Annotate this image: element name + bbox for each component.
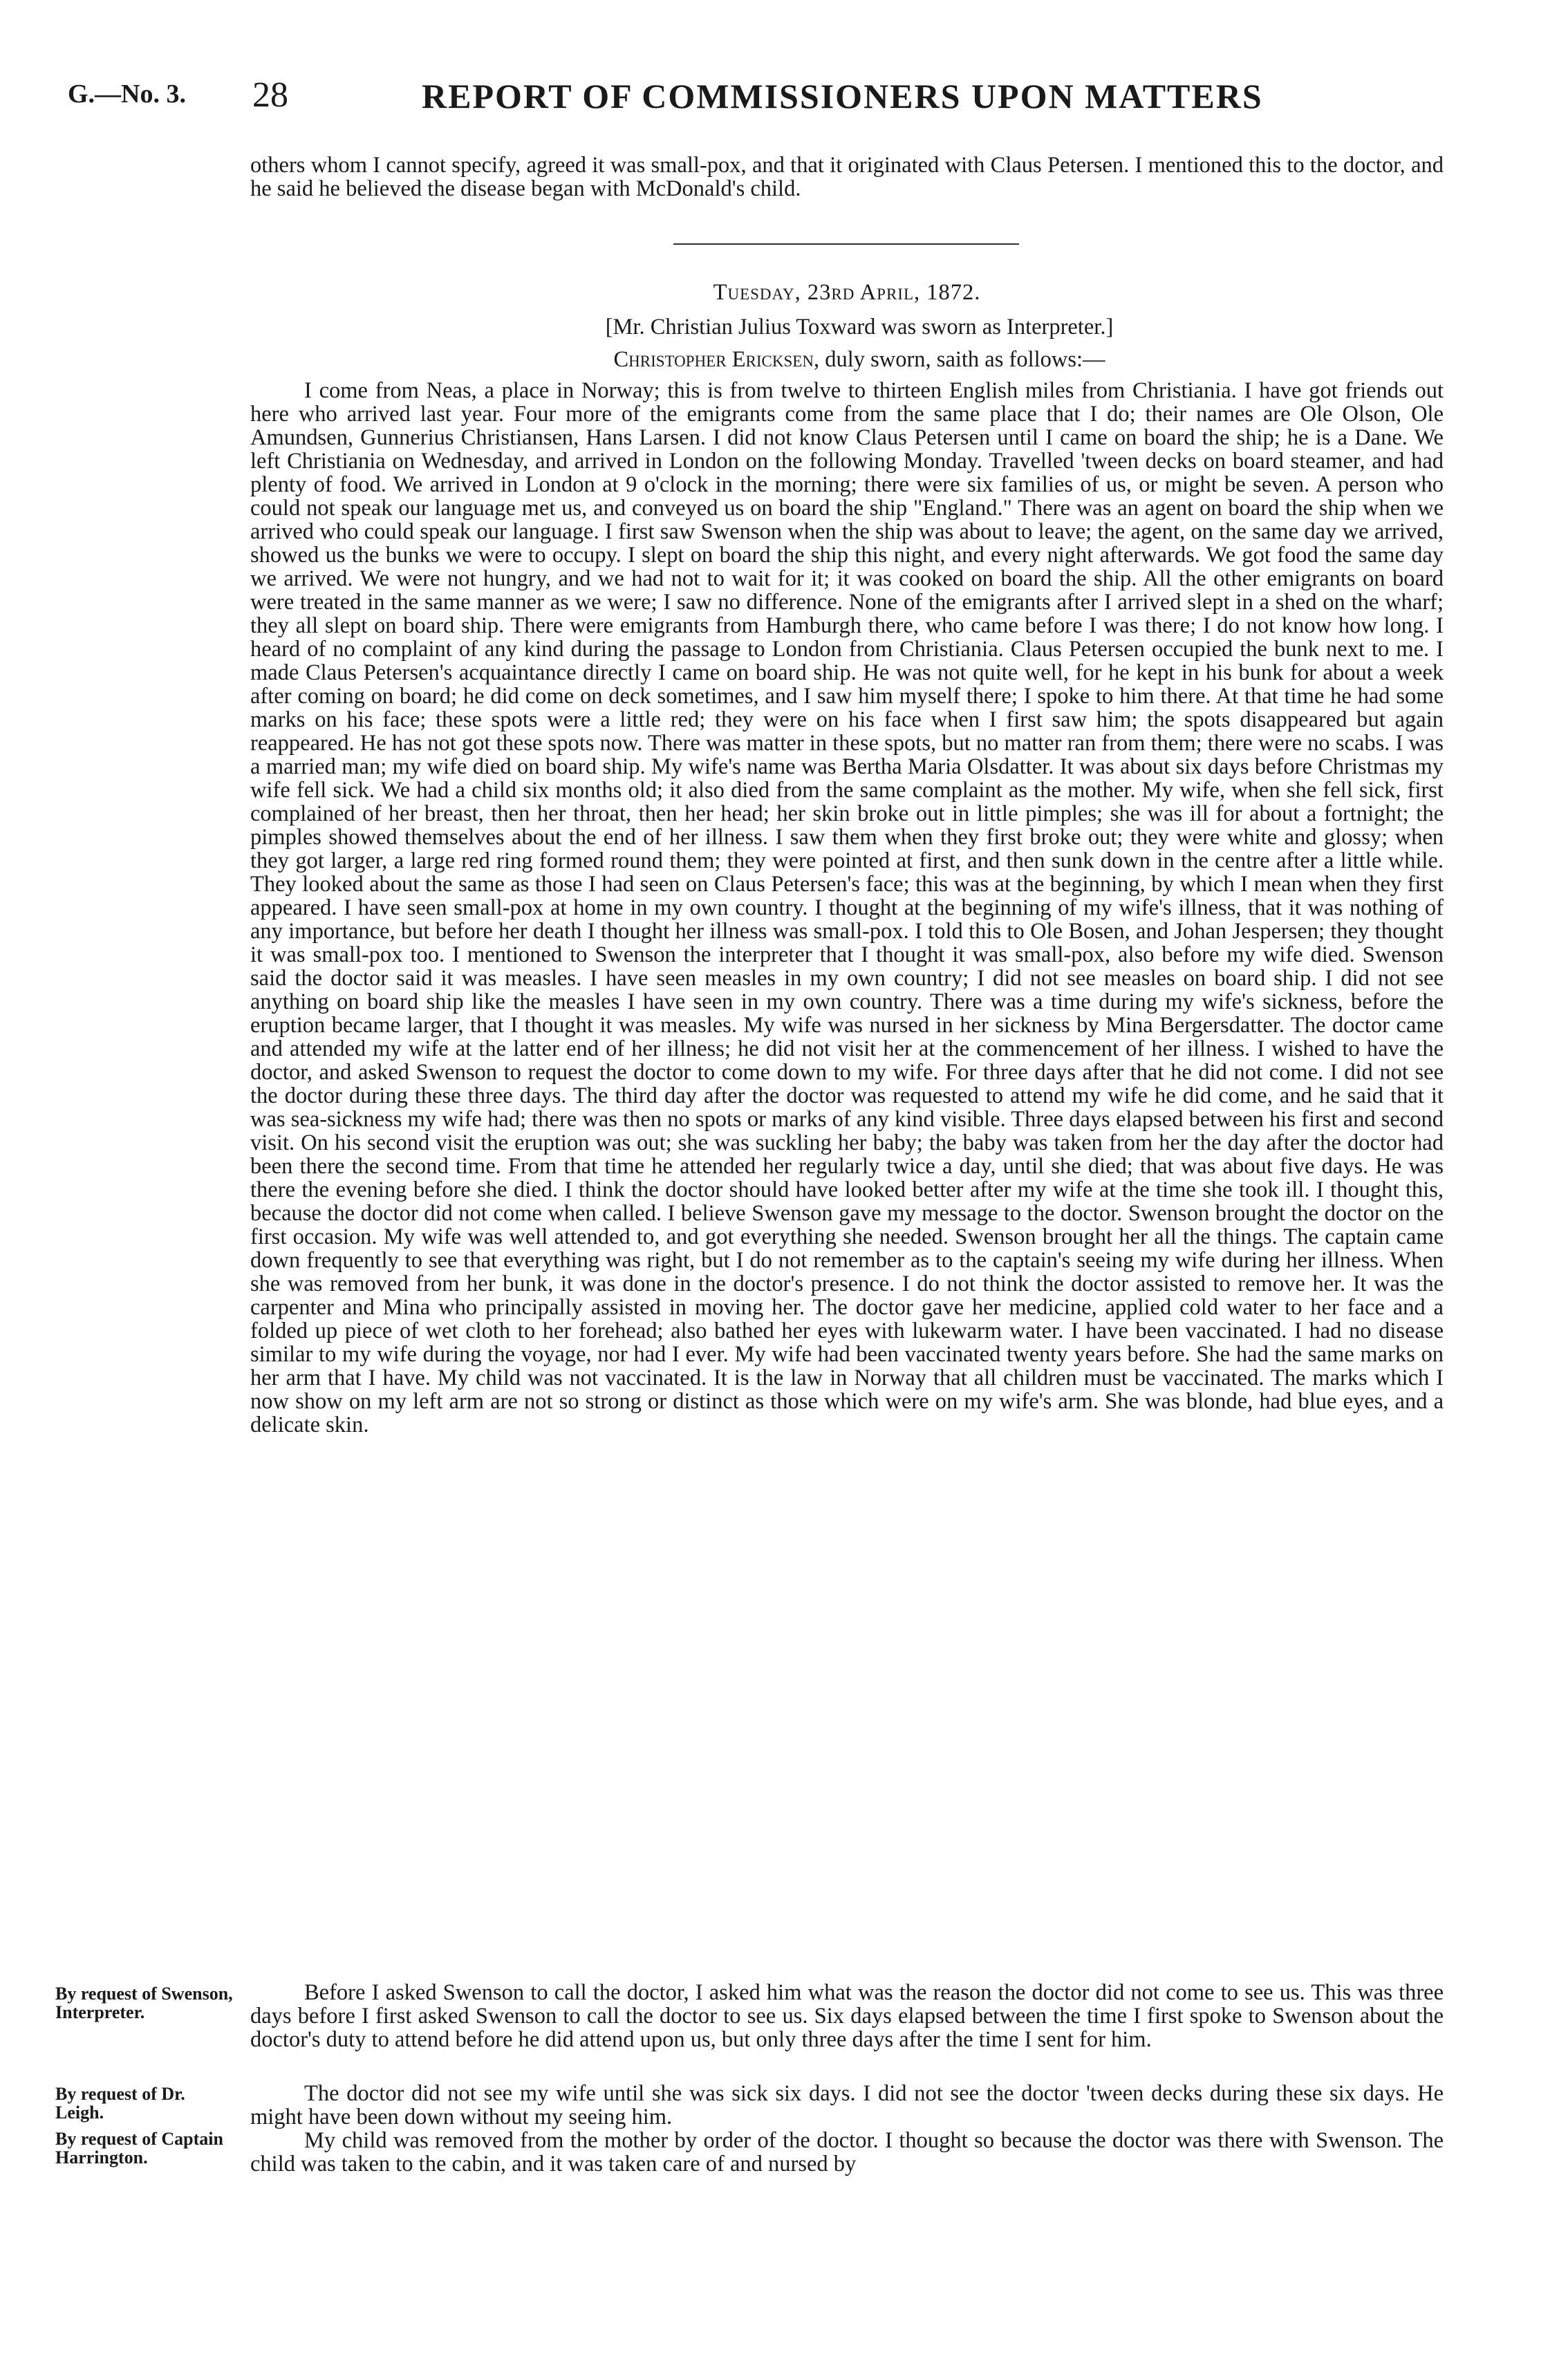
page-number: 28 [252,75,288,115]
answer-text: Before I asked Swenson to call the doctor, I asked him what was the reason the doctor did not come to see us. This was three days before I first asked Swenson to call the doctor to see us. Six days elapsed between the time I first spoke to Swenson about the doctor's duty to attend before he did attend upon us, but only three days after the time I sent for him. [250,1980,1444,2052]
testimony-body [250,379,1444,1437]
page-header [0,69,1568,124]
margin-note-harrington: By request of Captain Harrington. [55,2129,223,2167]
witness-name: Christopher Ericksen, [613,347,820,372]
margin-note-swenson: By request of Swenson, Interpreter. [55,1984,233,2022]
opening-text: others whom I cannot specify, agreed it was small-pox, and that it originated with Claus Petersen. I mentioned this to the doctor, and he said he believed the disease began with McDonald's child. [250,153,1444,201]
section-divider [673,243,1019,245]
testimony-paragraph: I come from Neas, a place in Norway; this is from twelve to thirteen English miles from Christiania. I have got friends out here who arrived last year. Four more of the emigrants come from the same place that I do; their names are Ole Olson, Ole Amundsen, Gunnerius Christiansen, Hans Larsen. I did not know Claus Petersen until I came on board the ship; he is a Dane. We left Christiania on Wednesday, and arrived in London on the following Monday. Travelled 'tween decks on board steamer, and had plenty of food. We arrived in London at 9 o'clock in the morning; there were six families of us, or might be seven. A person who could not speak our language met us, and conveyed us on board the ship "England." There was an agent on board the ship when we arrived who could speak our language. I first saw Swenson when the ship was about to leave; the agent, on the same day we arrived, showed us the bunks we were to occupy. I slept on board the ship this night, and every night afterwards. We got food the same day we arrived. We were not hungry, and we had not to wait for it; it was cooked on board the ship. All the other emigrants on board were treated in the same manner as we were; I saw no difference. None of the emigrants after I arrived slept in a shed on the wharf; they all slept on board ship. There were emigrants from Hamburgh there, who came before I was there; I do not know how long. I heard of no complaint of any kind during the passage to London from Christiania. Claus Petersen occupied the bunk next to me. I made Claus Petersen's acquaintance directly I came on board ship. He was not quite well, for he kept in his bunk for about a week after coming on board; he did come on deck sometimes, and I saw him myself there; I spoke to him there. At that time he had some marks on his face; these spots were a little red; they were on his face when I first saw him; the spots disappeared but again reappeared. He has not got these spots now. There was matter in these spots, but no matter ran from them; there were no scabs. I was a married man; my wife died on board ship. My wife's name was Bertha Maria Olsdatter. It was about six days before Christmas my wife fell sick. We had a child six months old; it also died from the same complaint as the mother. My wife, when she fell sick, first complained of her breast, then her throat, then her head; her skin broke out in little pimples; she was ill for about a fortnight; the pimples showed themselves about the end of her illness. I saw them when they first broke out; they were white and glossy; when they got larger, a large red ring formed round them; they were pointed at first, and then sunk down in the centre after a little while. They looked about the same as those I had seen on Claus Petersen's face; this was at the beginning, by which I mean when they first appeared. I have seen small-pox at home in my own country. I thought at the beginning of my wife's illness, that it was nothing of any importance, but before her death I thought her illness was small-pox. I told this to Ole Bosen, and Johan Jespersen; they thought it was small-pox too. I mentioned to Swenson the interpreter that I thought it was small-pox, also before my wife died. Swenson said the doctor said it was measles. I have seen measles in my own country; I did not see measles on board ship. I did not see anything on board ship like the measles I have seen in my own country. There was a time during my wife's sickness, before the eruption became larger, that I thought it was measles. My wife was nursed in her sickness by Mina Bergersdatter. The doctor came and attended my wife at the latter end of her illness; he did not visit her at the commencement of her illness. I wished to have the doctor, and asked Swenson to request the doctor to come down to my wife. For three days after that he did not come. I did not see the doctor during these three days. The third day after the doctor was requested to attend my wife he did come, and he said that it was sea-sickness my wife had; there was then no spots or marks of any kind visible. Three days elapsed between his first and second visit. On his second visit the eruption was out; she was suckling her baby; the baby was taken from her the day after the doctor had been there the second time. From that time he attended her regularly twice a day, until she died; that was about five days. He was there the evening before she died. I think the doctor should have looked better after my wife at the time she took ill. I thought this, because the doctor did not come when called. I believe Swenson gave my message to the doctor. Swenson brought the doctor on the first occasion. My wife was well attended to, and got everything she needed. Swenson brought her all the things. The captain came down frequently to see that everything was right, but I do not remember as to the captain's seeing my wife during her illness. When she was removed from her bunk, it was done in the doctor's presence. I do not think the doctor assisted to remove her. It was the carpenter and Mina who principally assisted in moving her. The doctor gave her medicine, applied cold water to her face and a folded up piece of wet cloth to her forehead; also bathed her eyes with lukewarm water. I have been vaccinated. I had no disease similar to my wife during the voyage, nor had I ever. My wife had been vaccinated twenty years before. She had the same marks on her arm that I have. My child was not vaccinated. It is the law in Norway that all children must be vaccinated. The marks which I now show on my left arm are not so strong or distinct as those which were on my wife's arm. She was blonde, had blue eyes, and a delicate skin. [250,378,1444,1437]
answer-text: My child was removed from the mother by order of the doctor. I thought so because the doctor was there with Swenson. The child was taken to the cabin, and it was taken care of and nursed by [250,2128,1444,2176]
margin-note-leigh: By request of Dr. Leigh. [55,2084,185,2123]
opening-paragraph [250,153,1444,201]
answer-paragraph [250,1981,1444,2051]
series-number: G.—No. 3. [68,80,186,109]
session-date: Tuesday, 23rd April, 1872. [713,280,981,305]
witness-sworn: duly sworn, saith as follows:— [819,347,1105,372]
answer-paragraph [250,2129,1444,2176]
answer-text: The doctor did not see my wife until she was sick six days. I did not see the doctor 'tween decks during these six days. He might have been down without my seeing him. [250,2081,1444,2129]
interpreter-note: [Mr. Christian Julius Toxward was sworn as Interpreter.] [605,315,1114,339]
witness-heading [263,347,1456,373]
running-title: REPORT OF COMMISSIONERS UPON MATTERS [422,77,1263,115]
answer-paragraph [250,2082,1444,2129]
